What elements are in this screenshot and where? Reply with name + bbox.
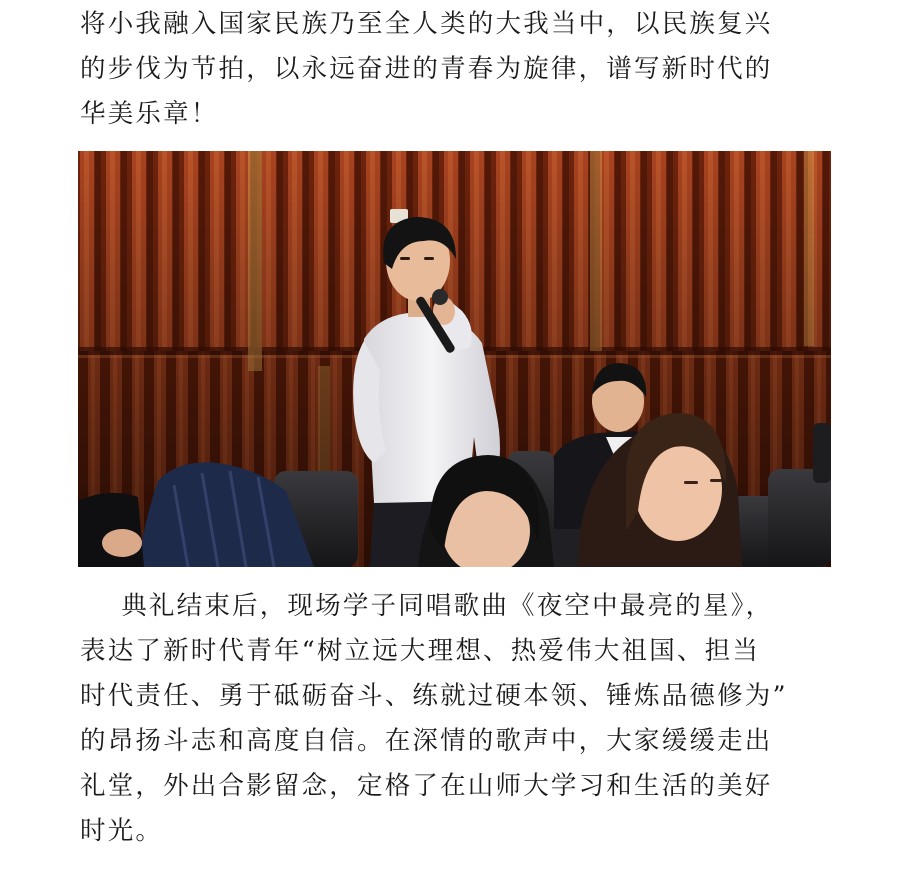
text-line: 表达了新时代青年“树立远大理想、热爱伟大祖国、担当 [80,636,761,666]
intro-paragraph [80,2,832,137]
text-line: 时代责任、勇于砥砺奋斗、练就过硬本领、锤炼品德修为” [80,681,788,711]
text-line: 时光。 [80,816,164,846]
text-line: 的昂扬斗志和高度自信。在深情的歌声中，大家缓缓走出 [80,726,773,756]
text-line: 典礼结束后，现场学子同唱歌曲《夜空中最亮的星》， [80,591,774,621]
text-line: 将小我融入国家民族乃至全人类的大我当中，以民族复兴 [80,9,773,39]
text-line: 华美乐章！ [80,99,219,129]
photo-illustration [78,151,831,567]
event-photo [78,151,831,567]
closing-paragraph [80,584,832,854]
text-line: 的步伐为节拍，以永远奋进的青春为旋律，谱写新时代的 [80,54,773,84]
text-line: 礼堂，外出合影留念，定格了在山师大学习和生活的美好 [80,771,773,801]
